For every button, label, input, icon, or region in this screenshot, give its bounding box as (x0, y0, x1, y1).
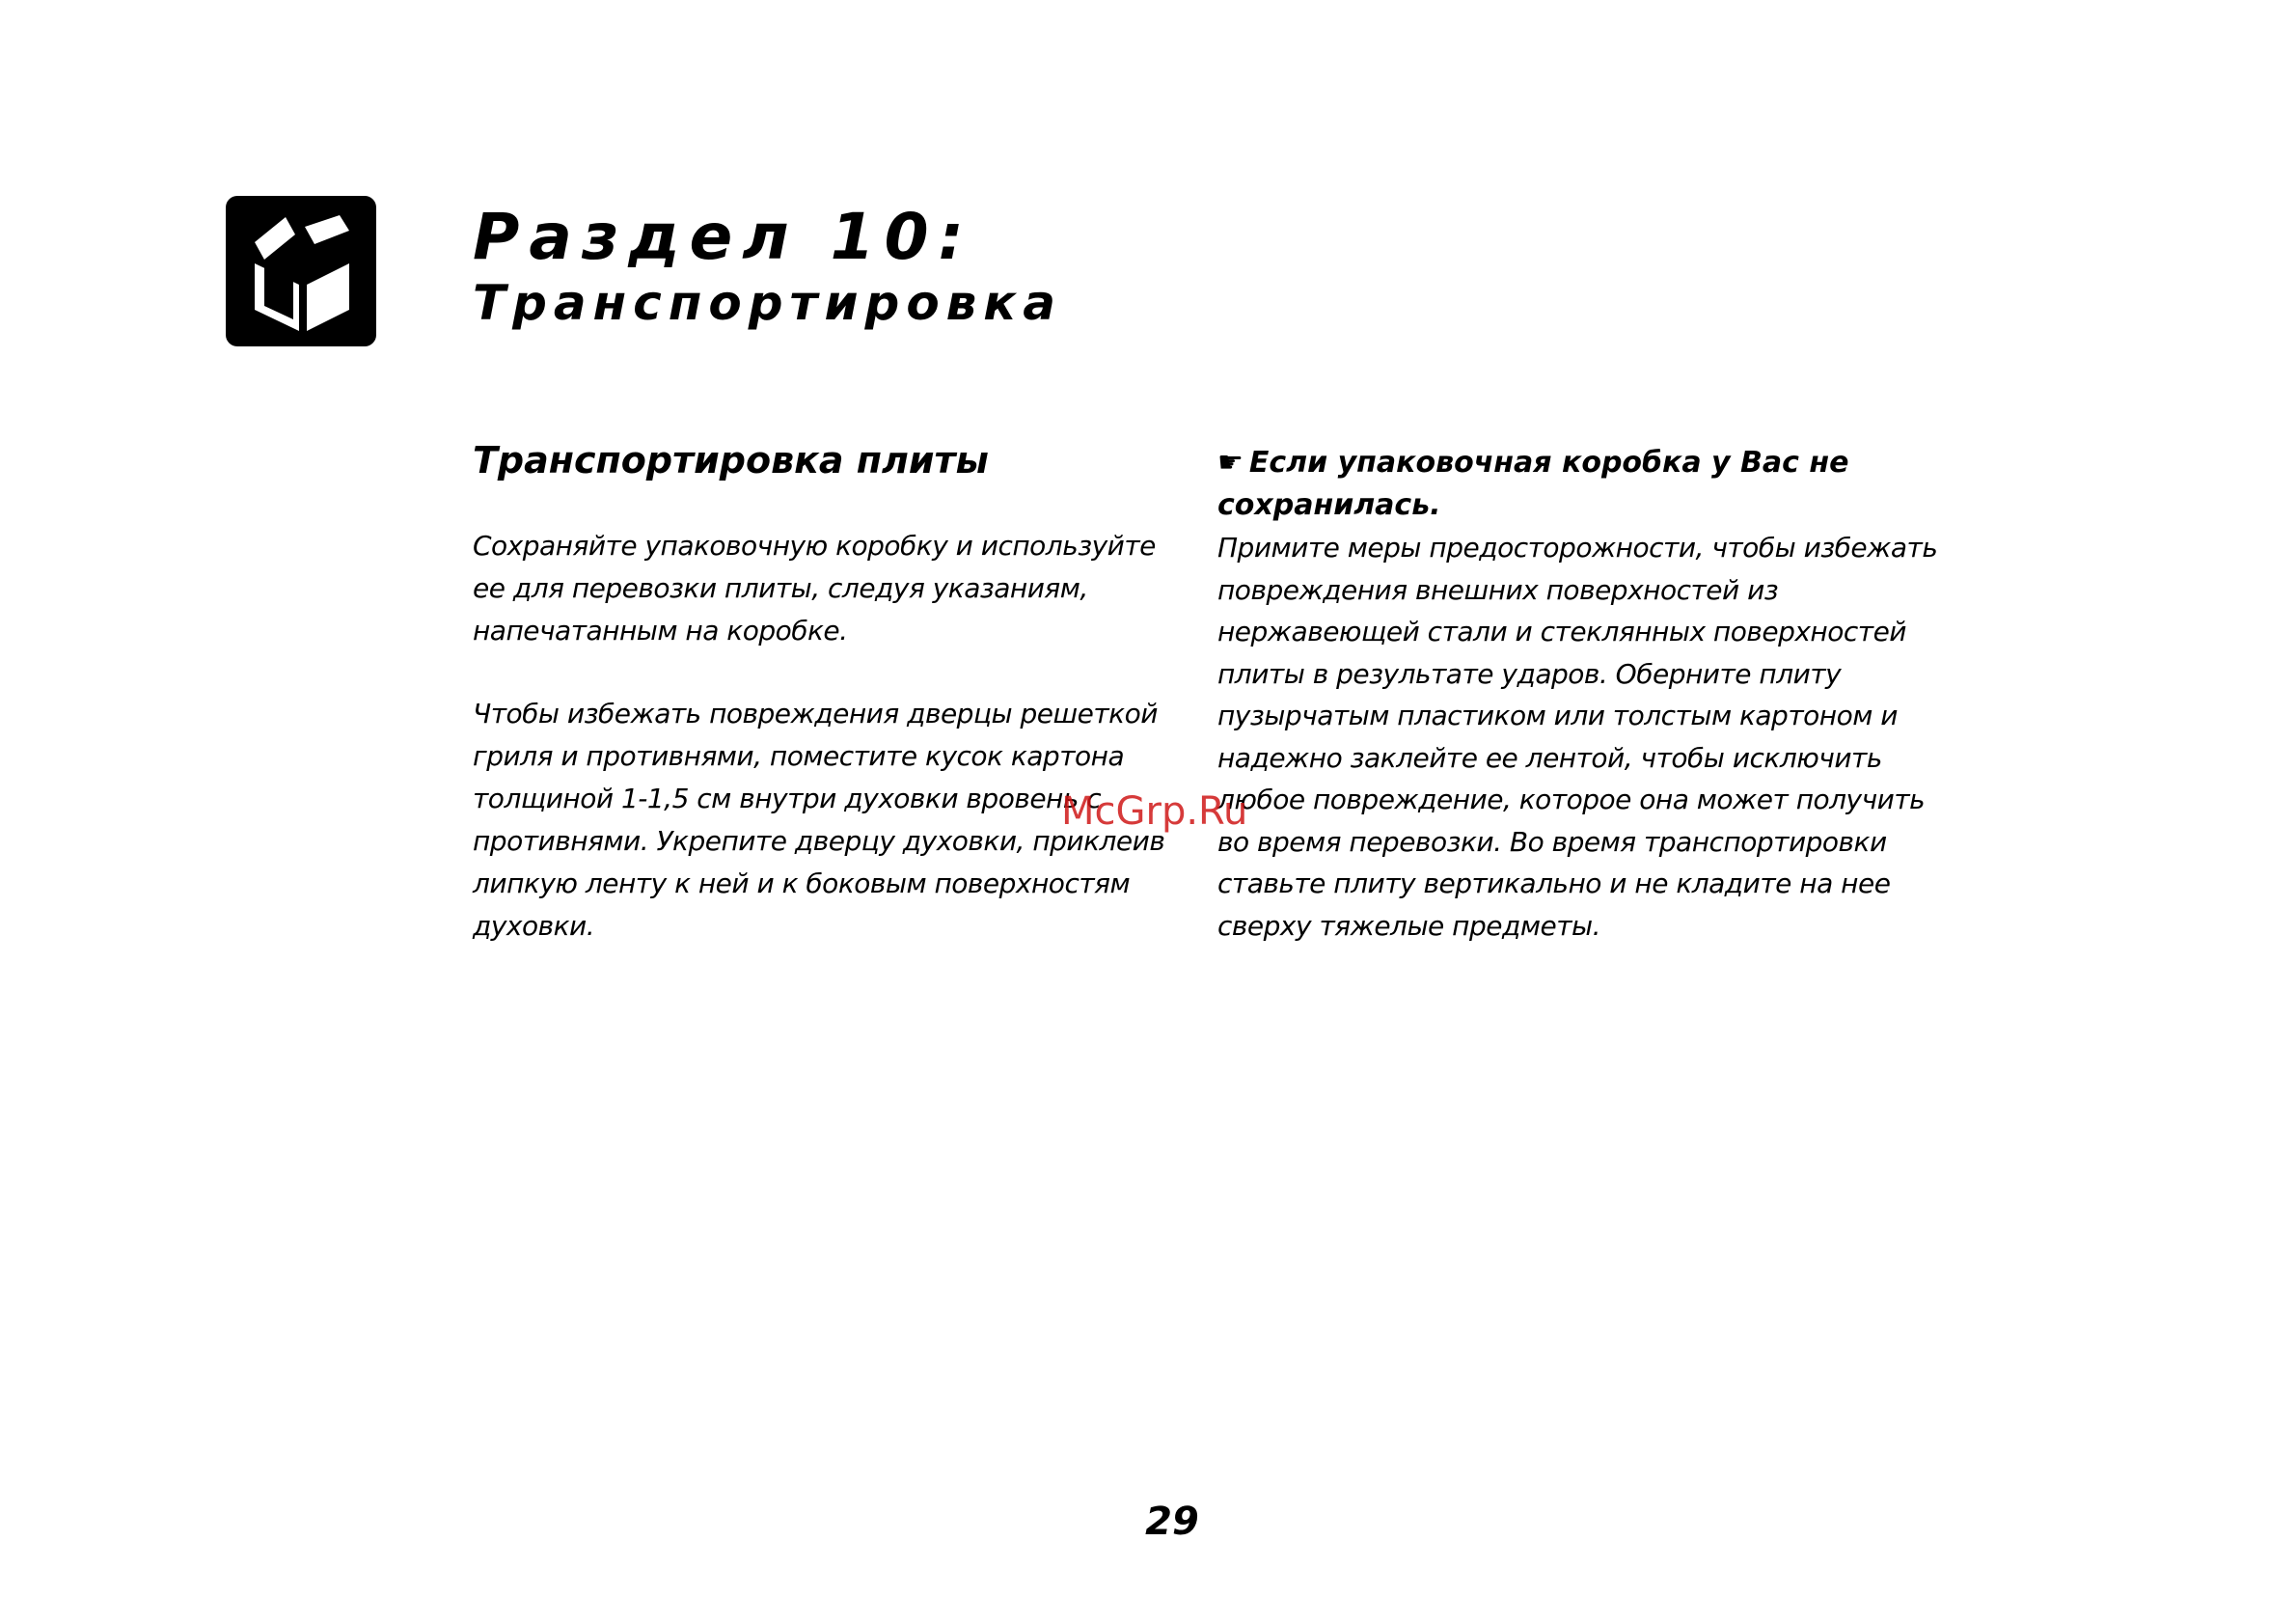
note-heading (1217, 442, 1951, 527)
paragraph-keep-box: Сохраняйте упаковочную коробку и используйте ее для перевозки плиты, следуя указаниям, напечатанным на коробке. (473, 530, 1156, 647)
section-name-title: Транспортировка (473, 275, 1062, 331)
left-column (473, 436, 1187, 988)
section-title (473, 200, 1062, 334)
note-heading-text: Если упаковочная коробка у Вас не сохранилась. (1217, 446, 1849, 522)
page-number: 29 (1145, 1500, 1199, 1544)
box-icon (226, 196, 376, 346)
subsection-heading: Транспортировка плиты (473, 439, 989, 482)
paragraph-protect-door: Чтобы избежать повреждения дверцы решеткой гриля и противнями, поместите кусок картона толщиной 1-1,5 см внутри духовки вровень с противнями. Укрепите дверцу духовки, приклеив липкую ленту к ней и к боковым поверхностям духовки. (473, 698, 1165, 942)
right-column (1217, 442, 1951, 947)
watermark: McGrp.Ru (1061, 789, 1248, 834)
note-body: Примите меры предосторожности, чтобы избежать повреждения внешних поверхностей из нержавеющей стали и стеклянных поверхностей плиты в результате ударов. Оберните плиту пузырчатым пластиком или толстым картоном и надежно заклейте ее лентой, чтобы исключить любое повреждение, которое она может получить во время перевозки. Во время транспортировки ставьте плиту вертикально и не кладите на нее сверху тяжелые предметы. (1217, 532, 1938, 942)
section-number-title: Раздел 10: (473, 200, 973, 274)
pointing-hand-icon: ☛ (1217, 446, 1244, 480)
